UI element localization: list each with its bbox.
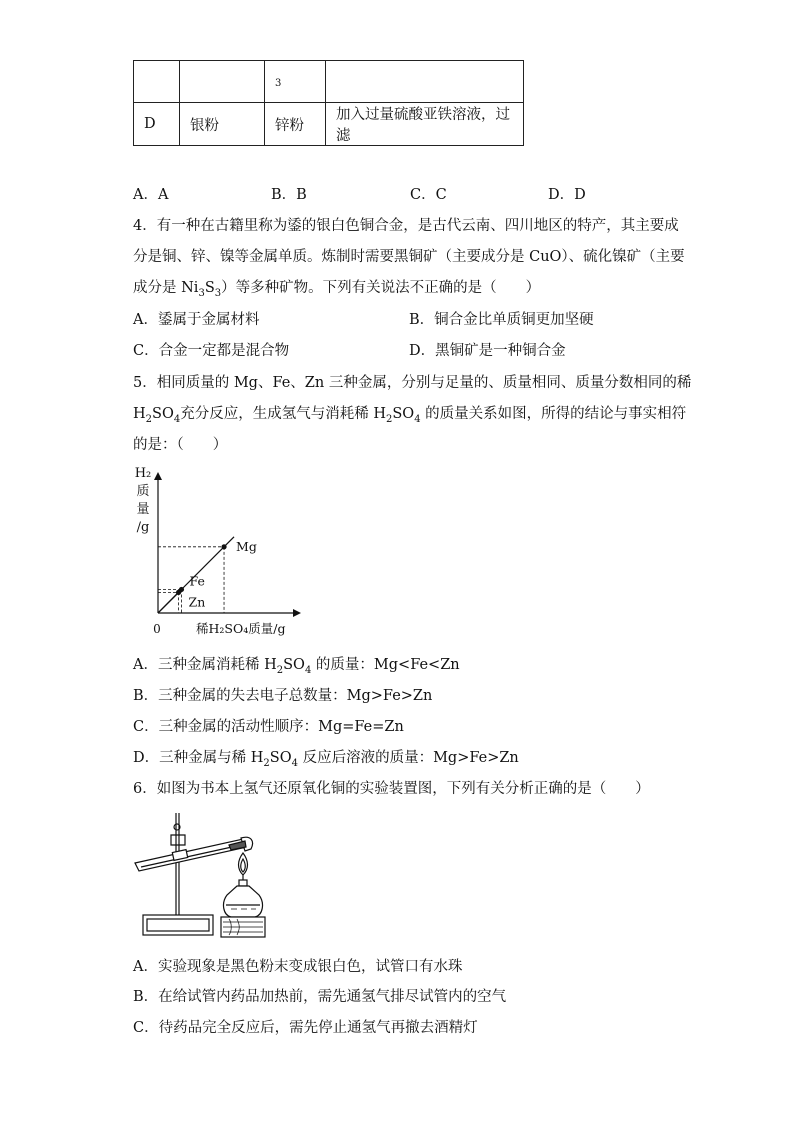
q6-option-c: C．待药品完全反应后，需先停止通氢气再撤去酒精灯 — [133, 1020, 478, 1036]
data-label-fe: Fe — [189, 573, 205, 589]
q4-option-d: D．黑铜矿是一种铜合金 — [409, 343, 566, 359]
data-point-mg — [221, 544, 226, 549]
data-label-zn: Zn — [188, 594, 206, 610]
data-label-mg: Mg — [236, 538, 257, 554]
q5-stem-line-2: $H_2SO_4$充分反应，生成氢气与消耗稀 $H_2SO_4$ 的质量关系如图，所得的结论与事实相符 — [133, 406, 687, 425]
table-row — [134, 103, 524, 146]
table-cell: D — [134, 103, 180, 146]
q4-stem-line-1: 4．有一种在古籍里称为鋈的银白色铜合金，是古代云南、四川地区的特产，其主要成 — [133, 218, 679, 234]
table-cell — [134, 61, 180, 103]
y-axis-label: 量 — [136, 502, 150, 517]
q6-option-a: A．实验现象是黑色粉末变成银白色，试管口有水珠 — [133, 959, 463, 975]
q3-option-c: C．C — [410, 187, 447, 203]
table-cell: 加入过量硫酸亚铁溶液，过滤 — [326, 103, 524, 146]
q6-stem: 6．如图为书本上氢气还原氧化铜的实验装置图，下列有关分析正确的是（ ） — [133, 781, 650, 797]
y-axis-label: H₂ — [134, 466, 152, 481]
data-point-zn — [176, 590, 181, 595]
table-cell — [180, 61, 265, 103]
q4-option-c: C．合金一定都是混合物 — [133, 343, 290, 359]
q5-stem-line-3: 的是：（ ） — [133, 437, 228, 453]
y-axis-label: 质 — [136, 484, 150, 499]
q5-option-a: A．三种金属消耗稀 $H_2SO_4$ 的质量：Mg<Fe<Zn — [133, 657, 460, 676]
table-cell: 锌粉 — [265, 103, 326, 146]
q5-option-b: B．三种金属的失去电子总数量：Mg>Fe>Zn — [133, 688, 433, 704]
q5-stem-line-1: 5．相同质量的 Mg、Fe、Zn 三种金属，分别与足量的、质量相同、质量分数相同的稀 — [133, 375, 692, 391]
x-axis-arrow — [293, 609, 301, 617]
x-axis-label: 稀H₂SO₄质量/g — [196, 621, 286, 636]
h2-mass-chart — [125, 460, 310, 640]
origin-label: 0 — [153, 622, 161, 636]
table-cell — [265, 61, 326, 103]
answer-table — [133, 60, 524, 146]
table-row — [134, 61, 524, 103]
q3-option-a: A．A — [133, 187, 169, 203]
q5-option-c: C．三种金属的活动性顺序：Mg=Fe=Zn — [133, 719, 404, 735]
table-cell: 银粉 — [180, 103, 265, 146]
q3-option-b: B．B — [271, 187, 307, 203]
q4-option-a: A．鋈属于金属材料 — [133, 312, 260, 328]
table-cell — [326, 61, 524, 103]
q4-stem-line-2: 分是铜、锌、镍等金属单质。炼制时需要黑铜矿（主要成分是 CuO）、硫化镍矿（主要 — [133, 249, 685, 265]
q4-option-b: B．铜合金比单质铜更加坚硬 — [409, 312, 594, 328]
q6-option-b: B．在给试管内药品加热前，需先通氢气排尽试管内的空气 — [133, 989, 507, 1005]
y-axis-arrow — [154, 472, 162, 480]
table-cell-fragment: 3 — [275, 77, 282, 89]
q4-stem-line-3: 成分是 $Ni_3S_3$）等多种矿物。下列有关说法不正确的是（ ） — [133, 280, 541, 299]
q3-option-d: D．D — [548, 187, 586, 203]
q5-option-d: D．三种金属与稀 $H_2SO_4$ 反应后溶液的质量：Mg>Fe>Zn — [133, 750, 519, 769]
series-line-zn — [158, 592, 179, 613]
hydrogen-reduction-apparatus — [133, 805, 273, 940]
y-axis-label: /g — [136, 520, 150, 535]
